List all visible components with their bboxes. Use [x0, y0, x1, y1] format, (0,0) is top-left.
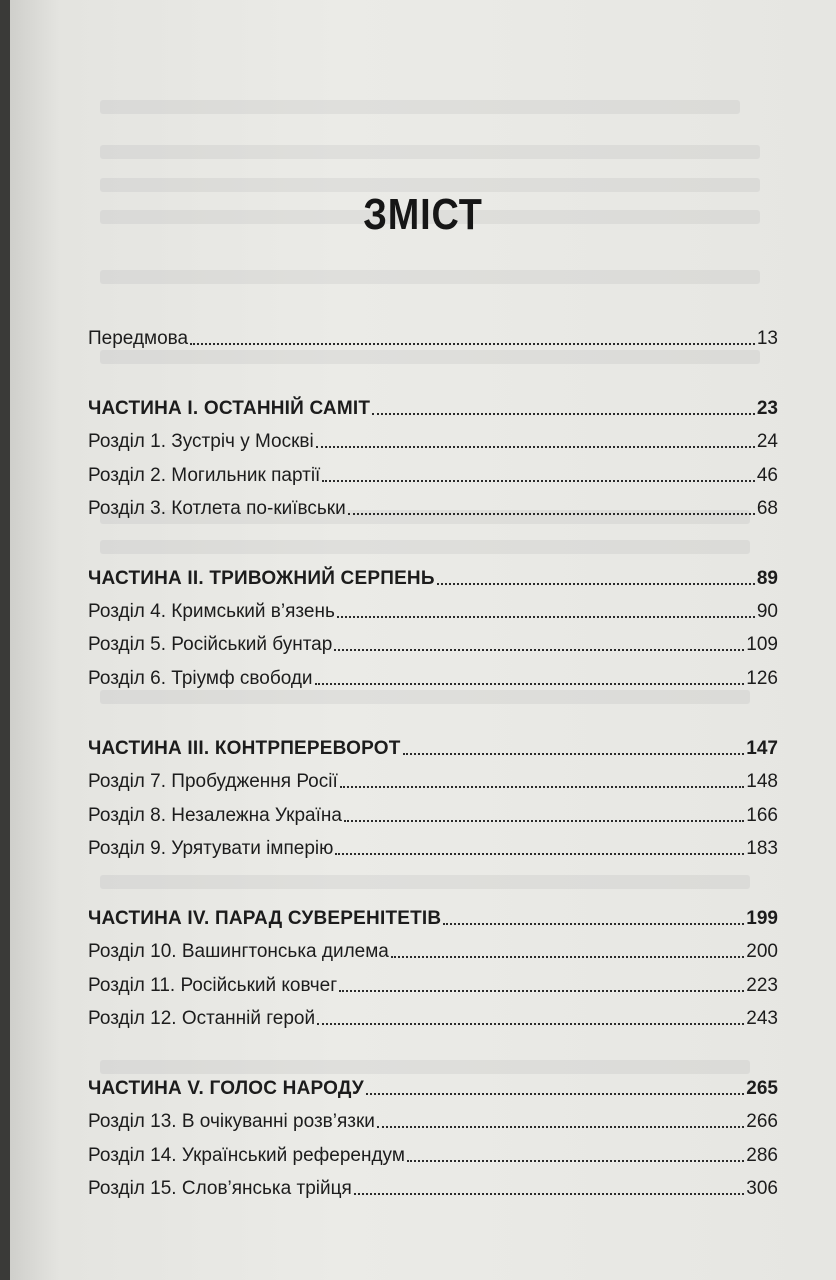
toc-entry-label: ЧАСТИНА I. ОСТАННІЙ САМІТ	[88, 398, 371, 419]
toc-entry-page-number: 126	[746, 668, 778, 689]
toc-entry-label: ЧАСТИНА II. ТРИВОЖНИЙ СЕРПЕНЬ	[88, 568, 435, 589]
toc-entry-label: ЧАСТИНА V. ГОЛОС НАРОДУ	[88, 1078, 364, 1099]
toc-entry-page-number: 23	[756, 398, 778, 419]
toc-entry-label: Розділ 13. В очікуванні розв’язки	[88, 1111, 375, 1132]
toc-chapter-entry	[88, 626, 778, 656]
dot-leader	[377, 1126, 744, 1128]
toc-entry-label: Розділ 12. Останній герой	[88, 1008, 316, 1029]
page-title: ЗМІСТ	[363, 190, 483, 239]
toc-entry-page-number: 147	[746, 738, 778, 759]
dot-leader	[372, 413, 755, 415]
dot-leader	[317, 1023, 744, 1025]
toc-chapter-entry	[88, 797, 778, 827]
toc-entry-label: Розділ 15. Слов’янська трійця	[88, 1178, 352, 1199]
toc-chapter-entry	[88, 490, 778, 520]
toc-entry-page-number: 199	[746, 908, 778, 929]
dot-leader	[190, 343, 755, 345]
toc-entry-page-number: 109	[746, 634, 778, 655]
dot-leader	[315, 683, 745, 685]
toc-entry-page-number: 286	[746, 1145, 778, 1166]
toc-entry-label: Розділ 3. Котлета по-київськи	[88, 498, 346, 519]
dot-leader	[443, 923, 744, 925]
toc-entry-page-number: 306	[746, 1178, 778, 1199]
toc-chapter-entry	[88, 423, 778, 453]
toc-entry-page-number: 89	[756, 568, 778, 589]
toc-entry-label: Розділ 8. Незалежна Україна	[88, 805, 342, 826]
toc-part-entry	[88, 560, 778, 590]
toc-chapter-entry	[88, 830, 778, 860]
book-page	[10, 0, 836, 1280]
toc-entry-page-number: 90	[756, 601, 778, 622]
toc-entry-label: Розділ 5. Російський бунтар	[88, 634, 333, 655]
toc-entry-page-number: 183	[746, 838, 778, 859]
toc-chapter-entry	[88, 1103, 778, 1133]
toc-chapter-entry	[88, 457, 778, 487]
toc-chapter-entry	[88, 933, 778, 963]
toc-entry-label: Розділ 9. Урятувати імперію	[88, 838, 334, 859]
toc-entry-label: ЧАСТИНА IV. ПАРАД СУВЕРЕНІТЕТІВ	[88, 908, 442, 929]
toc-part-entry	[88, 390, 778, 420]
toc-entry-page-number: 266	[746, 1111, 778, 1132]
dot-leader	[407, 1160, 744, 1162]
dot-leader	[335, 853, 744, 855]
toc-entry-label: Розділ 4. Кримський в’язень	[88, 601, 335, 622]
toc-chapter-entry	[88, 1137, 778, 1167]
toc-entry-page-number: 166	[746, 805, 778, 826]
toc-entry-label: Розділ 1. Зустріч у Москві	[88, 431, 314, 452]
dot-leader	[322, 480, 755, 482]
toc-entry-label: Розділ 14. Український референдум	[88, 1145, 405, 1166]
toc-entry-page-number: 243	[746, 1008, 778, 1029]
toc-part-entry	[88, 900, 778, 930]
dot-leader	[391, 956, 744, 958]
toc-entry-label: Передмова	[88, 328, 189, 349]
toc-chapter-entry	[88, 660, 778, 690]
toc-entry-page-number: 46	[756, 465, 778, 486]
dot-leader	[337, 616, 755, 618]
dot-leader	[366, 1093, 744, 1095]
toc-chapter-entry	[88, 763, 778, 793]
toc-chapter-entry	[88, 1170, 778, 1200]
toc-entry-label: Розділ 7. Пробудження Росії	[88, 771, 338, 792]
toc-part-entry	[88, 730, 778, 760]
toc-chapter-entry	[88, 1000, 778, 1030]
toc-entry-page-number: 68	[756, 498, 778, 519]
toc-intro-entry	[88, 320, 778, 350]
toc-chapter-entry	[88, 593, 778, 623]
toc-entry-page-number: 13	[756, 328, 778, 349]
toc-entry-label: Розділ 6. Тріумф свободи	[88, 668, 313, 689]
dot-leader	[354, 1193, 745, 1195]
toc-entry-page-number: 265	[746, 1078, 778, 1099]
dot-leader	[437, 583, 755, 585]
dot-leader	[339, 990, 744, 992]
dot-leader	[344, 820, 744, 822]
dot-leader	[340, 786, 745, 788]
toc-entry-label: Розділ 2. Могильник партії	[88, 465, 321, 486]
dot-leader	[403, 753, 745, 755]
dot-leader	[316, 446, 755, 448]
dot-leader	[334, 649, 744, 651]
toc-entry-label: Розділ 11. Російський ковчег	[88, 975, 338, 996]
toc-chapter-entry	[88, 967, 778, 997]
toc-entry-page-number: 24	[756, 431, 778, 452]
toc-entry-label: ЧАСТИНА III. КОНТРПЕРЕВОРОТ	[88, 738, 401, 759]
toc-entry-page-number: 223	[746, 975, 778, 996]
toc-part-entry	[88, 1070, 778, 1100]
toc-entry-page-number: 200	[746, 941, 778, 962]
toc-entry-page-number: 148	[746, 771, 778, 792]
toc-entry-label: Розділ 10. Вашингтонська дилема	[88, 941, 389, 962]
dot-leader	[348, 513, 755, 515]
